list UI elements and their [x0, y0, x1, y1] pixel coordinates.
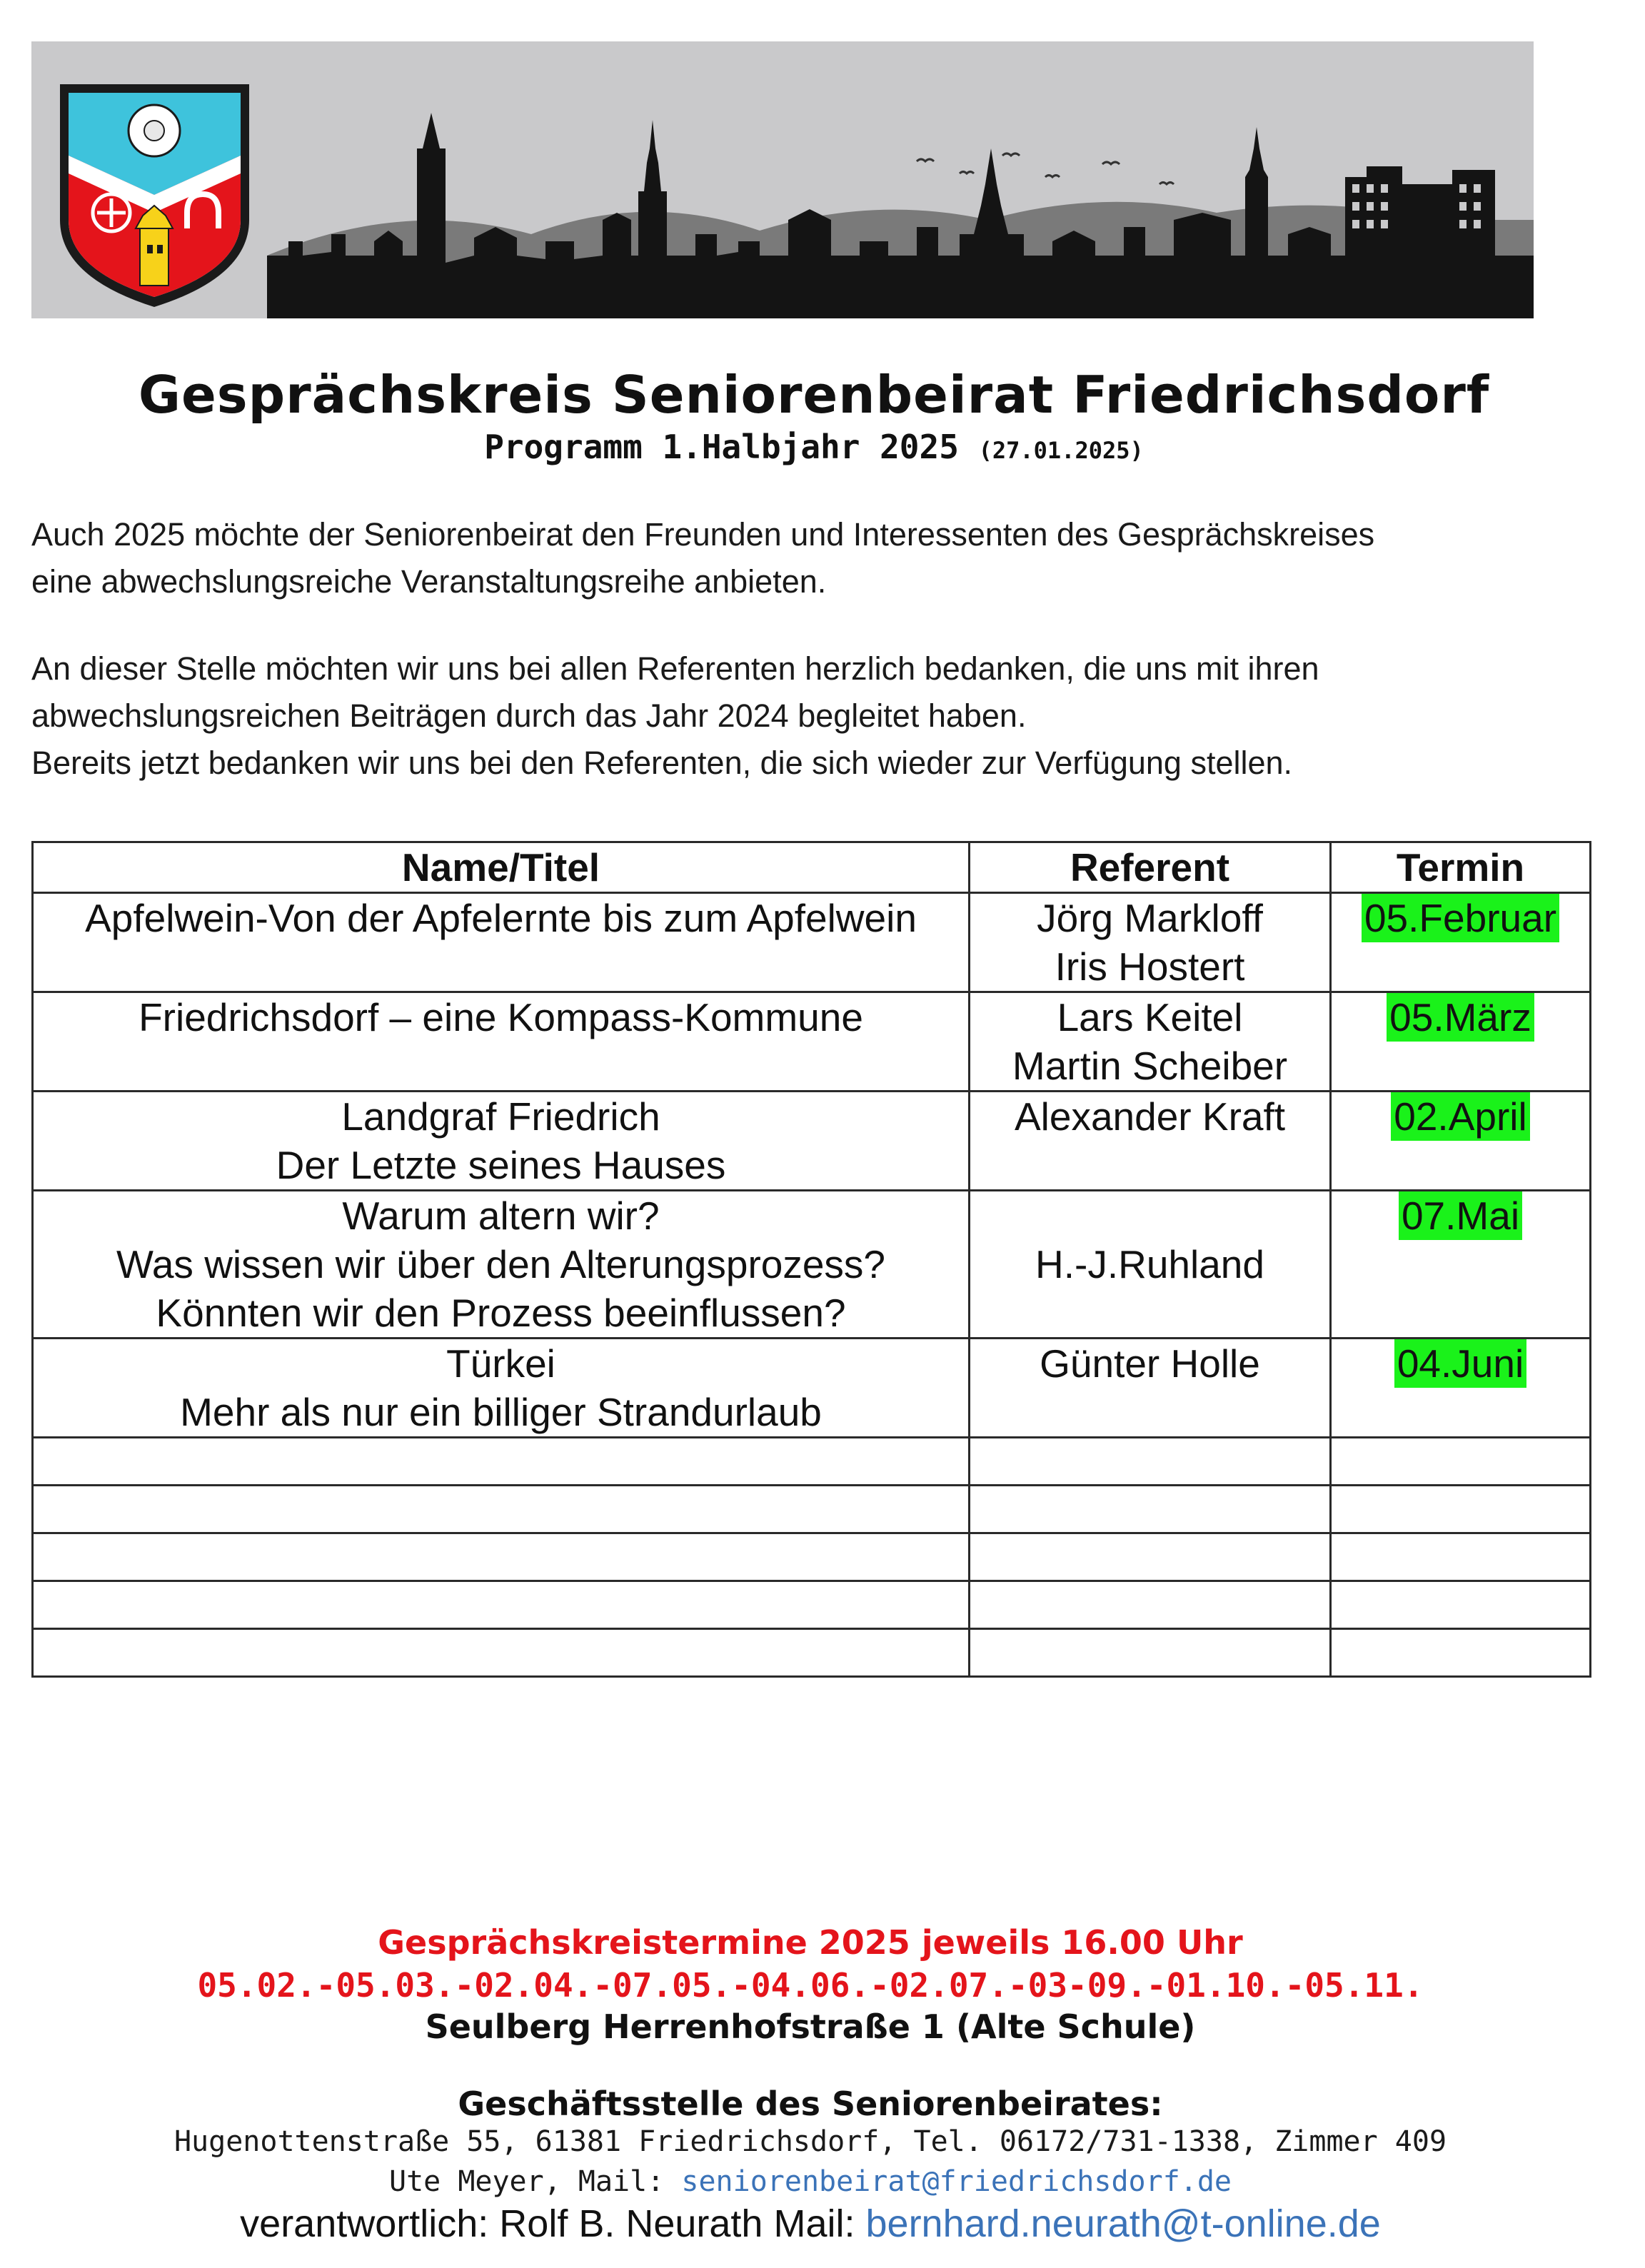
event-title-cell [33, 1339, 970, 1438]
empty-table-row [33, 1533, 1591, 1581]
contact-prefix: Ute Meyer, Mail: [388, 2165, 682, 2198]
empty-cell [1331, 1581, 1591, 1629]
empty-cell [970, 1533, 1331, 1581]
intro-line: Auch 2025 möchte der Seniorenbeirat den Freunden und Interessenten des Gesprächskreises [31, 516, 1375, 553]
event-date-cell [1331, 893, 1591, 992]
event-date-cell [1331, 1191, 1591, 1339]
empty-cell [33, 1581, 970, 1629]
referent-name: Martin Scheiber [1012, 1044, 1288, 1088]
table-row [33, 1339, 1591, 1438]
page-title: Gesprächskreis Seniorenbeirat Friedrichsdorf [138, 365, 1490, 425]
city-skyline-image [31, 41, 1534, 318]
table-row [33, 893, 1591, 992]
office-address: Hugenottenstraße 55, 61381 Friedrichsdorf, Tel. 06172/731-1338, Zimmer 409 [173, 2125, 1447, 2158]
event-title-line: Türkei [446, 1341, 555, 1386]
intro-paragraph-1 [31, 511, 1616, 605]
responsible-email-link[interactable]: bernhard.neurath@t-online.de [865, 2202, 1381, 2245]
referent-name: Jörg Markloff [1037, 896, 1263, 940]
empty-cell [970, 1629, 1331, 1677]
event-date: 02.April [1391, 1092, 1529, 1141]
event-date: 05.März [1387, 993, 1534, 1042]
event-referent-cell [970, 1339, 1331, 1438]
event-referent-cell [970, 1191, 1331, 1339]
event-title-cell [33, 992, 970, 1092]
referent-name: Lars Keitel [1057, 995, 1243, 1039]
empty-cell [1331, 1438, 1591, 1486]
referent-name: H.-J.Ruhland [1035, 1242, 1264, 1286]
event-title-line: Der Letzte seines Hauses [276, 1143, 726, 1187]
program-table [31, 841, 1591, 1678]
event-title-line: Friedrichsdorf – eine Kompass-Kommune [139, 995, 863, 1039]
event-referent-cell [970, 893, 1331, 992]
event-date-cell [1331, 1092, 1591, 1191]
empty-cell [970, 1438, 1331, 1486]
event-title-cell [33, 1092, 970, 1191]
event-title-cell [33, 893, 970, 992]
header-banner [31, 41, 1534, 318]
contact-email-link[interactable]: seniorenbeirat@friedrichsdorf.de [681, 2165, 1232, 2198]
event-date: 07.Mai [1399, 1191, 1522, 1240]
event-title-line: Landgraf Friedrich [341, 1094, 660, 1139]
event-referent-cell [970, 992, 1331, 1092]
empty-cell [33, 1486, 970, 1533]
empty-table-row [33, 1486, 1591, 1533]
event-referent-cell [970, 1092, 1331, 1191]
responsible-contact [0, 2200, 1621, 2247]
event-title-cell [33, 1191, 970, 1339]
responsible-prefix: verantwortlich: Rolf B. Neurath Mail: [240, 2202, 866, 2245]
column-header-termin: Termin [1331, 842, 1591, 893]
office-title: Geschäftsstelle des Seniorenbeirates: [458, 2085, 1163, 2123]
meeting-dates-title: Gesprächskreistermine 2025 jeweils 16.00 Uhr [378, 1923, 1243, 1962]
event-title-line: Apfelwein-Von der Apfelernte bis zum Apfelwein [85, 896, 917, 940]
empty-cell [1331, 1486, 1591, 1533]
empty-cell [970, 1486, 1331, 1533]
coat-of-arms-icon [60, 84, 249, 307]
event-title-line: Was wissen wir über den Alterungsprozess? [116, 1242, 886, 1286]
event-title-line: Mehr als nur ein billiger Strandurlaub [180, 1390, 822, 1434]
event-date-cell [1331, 992, 1591, 1092]
intro-line: eine abwechslungsreiche Veranstaltungsreihe anbieten. [31, 563, 827, 600]
referent-name: Iris Hostert [1055, 944, 1245, 989]
intro-line: abwechslungsreichen Beiträgen durch das Jahr 2024 begleitet haben. [31, 697, 1027, 734]
empty-table-row [33, 1629, 1591, 1677]
event-title-line: Warum altern wir? [342, 1194, 660, 1238]
column-header-title: Name/Titel [33, 842, 970, 893]
meeting-venue: Seulberg Herrenhofstraße 1 (Alte Schule) [425, 2007, 1196, 2046]
event-title-line: Könnten wir den Prozess beeinflussen? [156, 1291, 846, 1335]
page-subtitle [0, 425, 1628, 472]
empty-cell [33, 1438, 970, 1486]
office-contact [0, 2163, 1621, 2200]
referent-name: Alexander Kraft [1014, 1094, 1286, 1139]
event-date-cell [1331, 1339, 1591, 1438]
empty-cell [1331, 1629, 1591, 1677]
column-header-referent: Referent [970, 842, 1331, 893]
table-row [33, 1191, 1591, 1339]
event-date: 05.Februar [1362, 894, 1559, 942]
empty-cell [33, 1629, 970, 1677]
referent-name: Günter Holle [1040, 1341, 1260, 1386]
empty-cell [1331, 1533, 1591, 1581]
intro-line: An dieser Stelle möchten wir uns bei allen Referenten herzlich bedanken, die uns mit ihren [31, 650, 1319, 687]
event-date: 04.Juni [1394, 1339, 1526, 1388]
meeting-dates-list: 05.02.-05.03.-02.04.-07.05.-04.06.-02.07.-03-09.-01.10.-05.11. [197, 1966, 1424, 2005]
empty-cell [33, 1533, 970, 1581]
intro-paragraph-2 [31, 645, 1616, 787]
empty-cell [970, 1581, 1331, 1629]
table-header-row [33, 842, 1591, 893]
empty-table-row [33, 1438, 1591, 1486]
subtitle-date: (27.01.2025) [978, 437, 1144, 464]
subtitle-text: Programm 1.Halbjahr 2025 [484, 428, 959, 466]
intro-line: Bereits jetzt bedanken wir uns bei den Referenten, die sich wieder zur Verfügung stellen. [31, 745, 1293, 781]
table-row [33, 992, 1591, 1092]
empty-table-row [33, 1581, 1591, 1629]
table-row [33, 1092, 1591, 1191]
